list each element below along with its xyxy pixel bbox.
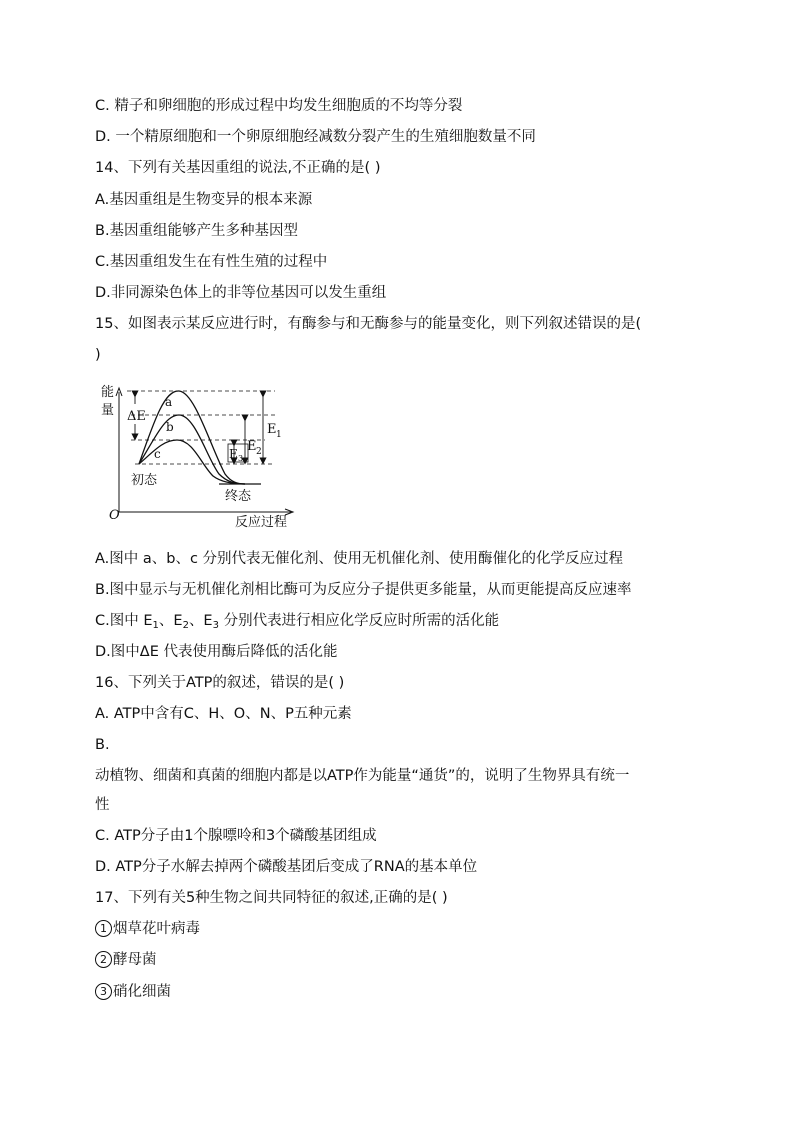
x-axis-label: 反应过程: [235, 515, 288, 530]
final-state-label: 终态: [225, 489, 252, 504]
circled-number: 1: [95, 920, 112, 937]
q15-c-pre: C.图中 E: [95, 613, 153, 629]
q15-c-mid1: 、E: [158, 613, 183, 629]
q15-c-sub3: 3: [212, 620, 219, 631]
q15-option-c: [95, 611, 499, 631]
curve-c-label: c: [154, 447, 161, 461]
q15-option-a: A.图中 a、b、c 分别代表无催化剂、使用无机催化剂、使用酶催化的化学反应过程: [95, 551, 624, 567]
delta-e-label: ΔE: [127, 409, 146, 424]
q15-option-b: B.图中显示与无机催化剂相比酶可为反应分子提供更多能量，从而更能提高反应速率: [95, 582, 632, 598]
q16-stem: 16、下列关于ATP的叙述，错误的是( ): [95, 675, 345, 691]
q16-option-d: D. ATP分子水解去掉两个磷酸基团后变成了RNA的基本单位: [95, 859, 478, 875]
q17-item: [95, 919, 200, 939]
circled-number: 3: [95, 983, 112, 1000]
curve-a-label: a: [165, 395, 173, 409]
q14-option-d: D.非同源染色体上的非等位基因可以发生重组: [95, 285, 387, 301]
e1-label: E: [267, 422, 277, 437]
q15-option-d: D.图中ΔE 代表使用酶后降低的活化能: [95, 644, 338, 660]
q17-item-text: 酵母菌: [113, 952, 157, 968]
y-axis-label-2: 量: [101, 403, 115, 418]
q14-option-a: A.基因重组是生物变异的根本来源: [95, 192, 313, 208]
q16-option-b-line1: 动植物、细菌和真菌的细胞内都是以ATP作为能量“通货”的，说明了生物界具有统一: [95, 768, 630, 784]
q15-stem: 15、如图表示某反应进行时，有酶参与和无酶参与的能量变化，则下列叙述错误的是(: [95, 316, 642, 332]
q14-option-c: C.基因重组发生在有性生殖的过程中: [95, 254, 328, 270]
e2-sub: 2: [256, 447, 262, 457]
q13-option-d: D. 一个精原细胞和一个卵原细胞经减数分裂产生的生殖细胞数量不同: [95, 129, 536, 145]
q17-item-text: 硝化细菌: [113, 984, 171, 1000]
energy-diagram: [95, 378, 305, 533]
q14-option-b: B.基因重组能够产生多种基因型: [95, 223, 299, 239]
q13-option-c: C. 精子和卵细胞的形成过程中均发生细胞质的不均等分裂: [95, 98, 463, 114]
q15-c-mid2: 、E: [188, 613, 213, 629]
initial-state-label: 初态: [131, 473, 158, 488]
curve-b-label: b: [166, 420, 174, 434]
circled-number: 2: [95, 951, 112, 968]
e1-sub: 1: [276, 430, 282, 440]
q15-c-post: 分别代表进行相应化学反应时所需的活化能: [218, 613, 500, 629]
origin-label: O: [109, 508, 120, 523]
q16-option-b-label: B.: [95, 737, 110, 753]
y-axis-label-1: 能: [101, 385, 115, 400]
q17-item-text: 烟草花叶病毒: [113, 921, 200, 937]
e3-label: E: [229, 447, 238, 461]
q15-c-sub1: 1: [152, 620, 159, 631]
q15-stem-close: ): [95, 347, 101, 363]
e3-sub: 3: [238, 454, 244, 463]
q17-stem: 17、下列有关5种生物之间共同特征的叙述,正确的是( ): [95, 890, 448, 906]
q17-item: [95, 950, 157, 970]
q14-stem: 14、下列有关基因重组的说法,不正确的是( ): [95, 160, 381, 176]
energy-diagram-svg: [95, 378, 305, 533]
q16-option-b-line2: 性: [95, 797, 110, 813]
q17-item: [95, 982, 171, 1002]
e2-label: E: [247, 439, 257, 454]
q16-option-a: A. ATP中含有C、H、O、N、P五种元素: [95, 706, 352, 722]
q16-option-c: C. ATP分子由1个腺嘌呤和3个磷酸基团组成: [95, 828, 377, 844]
q15-c-sub2: 2: [182, 620, 189, 631]
